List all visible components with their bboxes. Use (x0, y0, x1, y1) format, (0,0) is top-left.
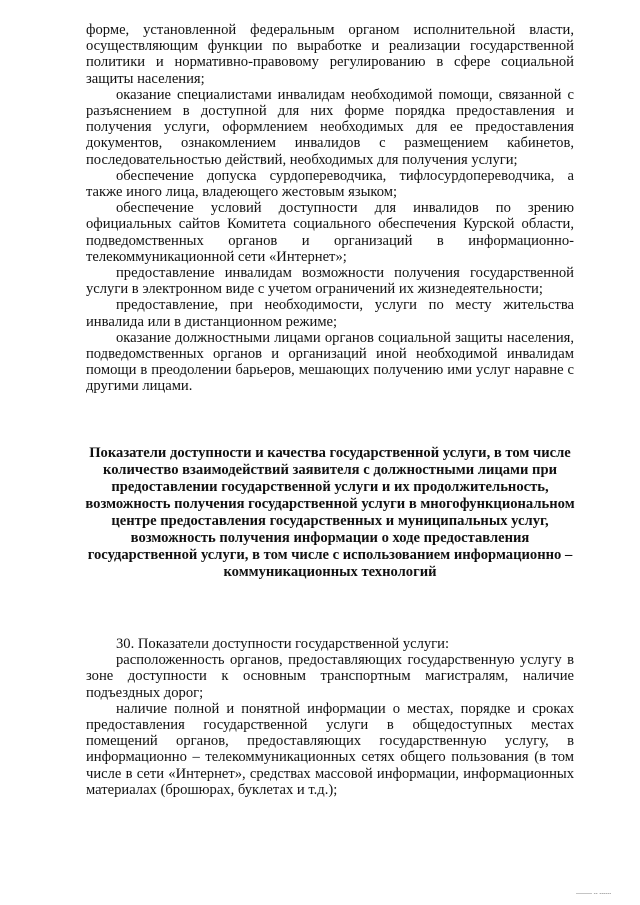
paragraph-continuation: форме, установленной федеральным органом исполнительной власти, осуществляющим функции по выработке и реализации государственной политики и нормативно-правовому регулированию в сфере социальной защиты населения; (86, 22, 574, 87)
paragraph-item-30: 30. Показатели доступности государственной услуги: (116, 636, 450, 652)
paragraph-transport-access: расположенность органов, предоставляющих государственную услугу в зоне доступности к основным транспортным магистралям, наличие подъездных дорог; (86, 652, 574, 701)
section-heading: Показатели доступности и качества государственной услуги, в том числе количество взаимодействий заявителя с должностными лицами при предоставлении государственной услуги и их продолжительность, возможность получения государственной услуги в многофункциональном центре предоставления государственных и муниципальных услуг, возможность получения информации о ходе предоставления государственной услуги, в том числе с использованием информационно – коммуникационных технологий (85, 445, 575, 580)
paragraph-barrier-help: оказание должностными лицами органов социальной защиты населения, подведомственных органов и организаций иной необходимой инвалидам помощи в преодолении барьеров, мешающих получению ими услуг наравне с другими лицами. (86, 329, 574, 395)
paragraph-website-accessibility: обеспечение условий доступности для инвалидов по зрению официальных сайтов Комитета социального обеспечения Курской области, подведомственных органов и организаций в информационно-телекоммуникационной сети «Интернет»; (86, 200, 574, 265)
paragraph-remote-service: предоставление, при необходимости, услуги по месту жительства инвалида или в дистанционном режиме; (86, 297, 574, 330)
text-block-bottom (86, 636, 574, 798)
paragraph-information-availability: наличие полной и понятной информации о местах, порядке и сроках предоставления государственной услуги в общедоступных местах помещений органов, предоставляющих государственную услугу, в информационно – телекоммуникационных сетях общего пользования (в том числе в сети «Интернет», средствах массовой информации, информационных материалах (брошюрах, буклетах и т.д.); (86, 700, 574, 798)
paragraph-electronic-service: предоставление инвалидам возможности получения государственной услуги в электронном виде с учетом ограничений их жизнедеятельности; (86, 265, 574, 298)
scan-page-mark: -------- -- ------ (576, 891, 612, 897)
text-block-top (86, 22, 574, 395)
paragraph-specialist-help: оказание специалистами инвалидам необходимой помощи, связанной с разъяснением в доступной для них форме порядка предоставления и получения услуги, оформлением необходимых для ее предоставления документов, ознакомлением инвалидов с размещением кабинетов, последовательностью действий, необходимых для получения услуги; (86, 86, 574, 168)
paragraph-sign-interpreter: обеспечение допуска сурдопереводчика, тифлосурдопереводчика, а также иного лица, владеющего жестовым языком; (86, 167, 574, 201)
